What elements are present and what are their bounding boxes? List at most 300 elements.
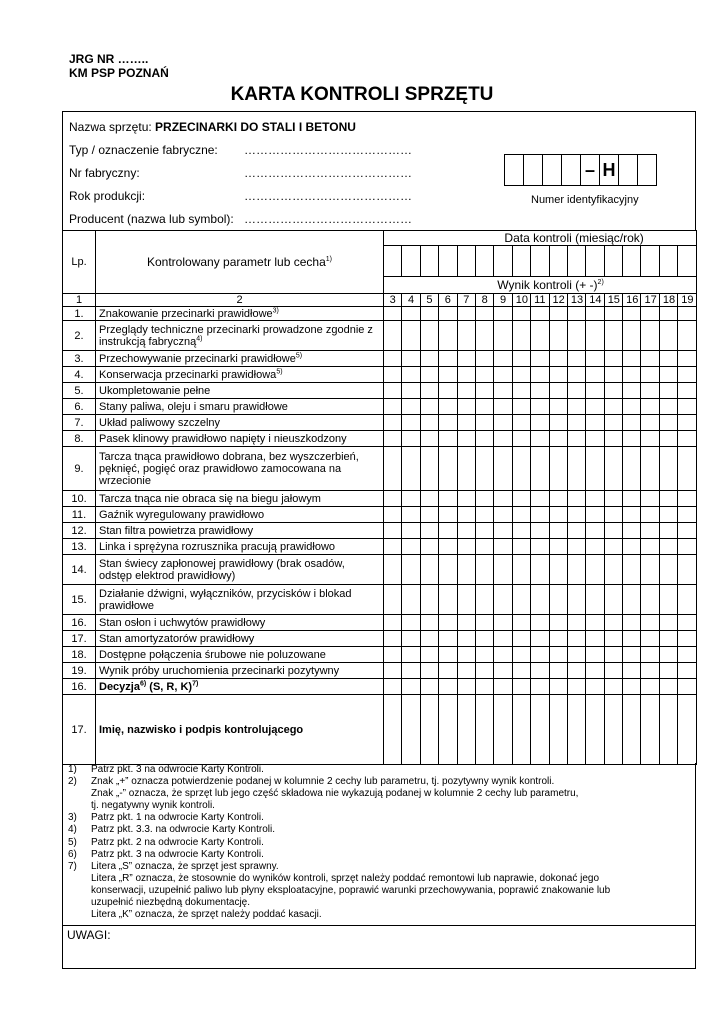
result-cell[interactable]: [678, 321, 697, 351]
result-cell[interactable]: [641, 647, 659, 663]
result-cell[interactable]: [494, 447, 512, 491]
result-cell[interactable]: [531, 447, 549, 491]
result-cell[interactable]: [659, 555, 677, 585]
result-cell[interactable]: [586, 507, 604, 523]
result-cell[interactable]: [641, 695, 659, 765]
result-cell[interactable]: [604, 539, 622, 555]
result-cell[interactable]: [549, 491, 567, 507]
result-cell[interactable]: [567, 539, 585, 555]
date-cell[interactable]: [384, 246, 402, 277]
result-cell[interactable]: [494, 399, 512, 415]
result-cell[interactable]: [384, 351, 402, 367]
result-cell[interactable]: [402, 383, 420, 399]
id-cell[interactable]: [618, 154, 638, 186]
result-cell[interactable]: [567, 447, 585, 491]
result-cell[interactable]: [567, 695, 585, 765]
result-cell[interactable]: [457, 307, 475, 321]
result-cell[interactable]: [531, 431, 549, 447]
result-cell[interactable]: [494, 491, 512, 507]
result-cell[interactable]: [678, 523, 697, 539]
result-cell[interactable]: [475, 307, 493, 321]
result-cell[interactable]: [623, 383, 641, 399]
result-cell[interactable]: [420, 307, 438, 321]
result-cell[interactable]: [549, 615, 567, 631]
result-cell[interactable]: [512, 679, 530, 695]
result-cell[interactable]: [678, 447, 697, 491]
result-cell[interactable]: [531, 647, 549, 663]
result-cell[interactable]: [678, 415, 697, 431]
result-cell[interactable]: [512, 523, 530, 539]
result-cell[interactable]: [604, 585, 622, 615]
result-cell[interactable]: [623, 615, 641, 631]
result-cell[interactable]: [420, 367, 438, 383]
result-cell[interactable]: [439, 447, 457, 491]
result-cell[interactable]: [531, 539, 549, 555]
result-cell[interactable]: [641, 399, 659, 415]
result-cell[interactable]: [659, 351, 677, 367]
result-cell[interactable]: [531, 307, 549, 321]
result-cell[interactable]: [475, 555, 493, 585]
result-cell[interactable]: [678, 695, 697, 765]
result-cell[interactable]: [457, 507, 475, 523]
date-cell[interactable]: [604, 246, 622, 277]
id-cell[interactable]: [523, 154, 543, 186]
result-cell[interactable]: [531, 415, 549, 431]
result-cell[interactable]: [549, 585, 567, 615]
result-cell[interactable]: [604, 631, 622, 647]
result-cell[interactable]: [678, 539, 697, 555]
result-cell[interactable]: [384, 631, 402, 647]
result-cell[interactable]: [641, 631, 659, 647]
result-cell[interactable]: [623, 631, 641, 647]
result-cell[interactable]: [623, 491, 641, 507]
result-cell[interactable]: [531, 663, 549, 679]
date-cell[interactable]: [678, 246, 697, 277]
result-cell[interactable]: [457, 615, 475, 631]
result-cell[interactable]: [439, 695, 457, 765]
result-cell[interactable]: [586, 415, 604, 431]
result-cell[interactable]: [586, 491, 604, 507]
result-cell[interactable]: [549, 351, 567, 367]
result-cell[interactable]: [439, 491, 457, 507]
result-cell[interactable]: [384, 321, 402, 351]
result-cell[interactable]: [420, 615, 438, 631]
result-cell[interactable]: [604, 647, 622, 663]
result-cell[interactable]: [586, 663, 604, 679]
result-cell[interactable]: [659, 321, 677, 351]
result-cell[interactable]: [402, 555, 420, 585]
result-cell[interactable]: [549, 523, 567, 539]
result-cell[interactable]: [659, 399, 677, 415]
result-cell[interactable]: [384, 647, 402, 663]
result-cell[interactable]: [586, 431, 604, 447]
result-cell[interactable]: [512, 383, 530, 399]
result-cell[interactable]: [420, 321, 438, 351]
result-cell[interactable]: [384, 585, 402, 615]
date-cell[interactable]: [549, 246, 567, 277]
result-cell[interactable]: [384, 399, 402, 415]
result-cell[interactable]: [475, 507, 493, 523]
result-cell[interactable]: [384, 491, 402, 507]
result-cell[interactable]: [494, 307, 512, 321]
result-cell[interactable]: [678, 585, 697, 615]
result-cell[interactable]: [586, 695, 604, 765]
result-cell[interactable]: [512, 663, 530, 679]
result-cell[interactable]: [678, 631, 697, 647]
result-cell[interactable]: [549, 647, 567, 663]
result-cell[interactable]: [659, 415, 677, 431]
result-cell[interactable]: [384, 307, 402, 321]
result-cell[interactable]: [494, 351, 512, 367]
result-cell[interactable]: [494, 383, 512, 399]
result-cell[interactable]: [678, 383, 697, 399]
result-cell[interactable]: [494, 539, 512, 555]
remarks-box[interactable]: [62, 925, 696, 969]
result-cell[interactable]: [475, 447, 493, 491]
result-cell[interactable]: [494, 615, 512, 631]
result-cell[interactable]: [439, 321, 457, 351]
result-cell[interactable]: [678, 399, 697, 415]
result-cell[interactable]: [549, 631, 567, 647]
result-cell[interactable]: [420, 555, 438, 585]
result-cell[interactable]: [494, 647, 512, 663]
result-cell[interactable]: [641, 367, 659, 383]
result-cell[interactable]: [439, 647, 457, 663]
result-cell[interactable]: [567, 647, 585, 663]
result-cell[interactable]: [439, 555, 457, 585]
result-cell[interactable]: [586, 631, 604, 647]
result-cell[interactable]: [623, 539, 641, 555]
result-cell[interactable]: [641, 491, 659, 507]
type-field[interactable]: ……………………………………: [244, 143, 412, 157]
result-cell[interactable]: [604, 615, 622, 631]
result-cell[interactable]: [531, 631, 549, 647]
result-cell[interactable]: [678, 615, 697, 631]
result-cell[interactable]: [439, 663, 457, 679]
result-cell[interactable]: [512, 491, 530, 507]
result-cell[interactable]: [402, 523, 420, 539]
result-cell[interactable]: [457, 351, 475, 367]
result-cell[interactable]: [512, 555, 530, 585]
result-cell[interactable]: [512, 415, 530, 431]
result-cell[interactable]: [604, 383, 622, 399]
result-cell[interactable]: [420, 399, 438, 415]
result-cell[interactable]: [586, 321, 604, 351]
result-cell[interactable]: [384, 383, 402, 399]
result-cell[interactable]: [623, 321, 641, 351]
result-cell[interactable]: [678, 431, 697, 447]
result-cell[interactable]: [531, 555, 549, 585]
result-cell[interactable]: [641, 351, 659, 367]
result-cell[interactable]: [420, 647, 438, 663]
result-cell[interactable]: [531, 523, 549, 539]
result-cell[interactable]: [512, 647, 530, 663]
result-cell[interactable]: [439, 679, 457, 695]
result-cell[interactable]: [494, 431, 512, 447]
result-cell[interactable]: [604, 415, 622, 431]
date-cell[interactable]: [475, 246, 493, 277]
result-cell[interactable]: [641, 555, 659, 585]
result-cell[interactable]: [420, 383, 438, 399]
result-cell[interactable]: [678, 679, 697, 695]
date-cell[interactable]: [402, 246, 420, 277]
result-cell[interactable]: [402, 507, 420, 523]
result-cell[interactable]: [567, 555, 585, 585]
result-cell[interactable]: [402, 615, 420, 631]
result-cell[interactable]: [402, 647, 420, 663]
result-cell[interactable]: [512, 307, 530, 321]
result-cell[interactable]: [420, 415, 438, 431]
result-cell[interactable]: [586, 367, 604, 383]
result-cell[interactable]: [678, 351, 697, 367]
result-cell[interactable]: [402, 307, 420, 321]
result-cell[interactable]: [457, 447, 475, 491]
date-cell[interactable]: [439, 246, 457, 277]
result-cell[interactable]: [659, 695, 677, 765]
result-cell[interactable]: [475, 351, 493, 367]
result-cell[interactable]: [420, 491, 438, 507]
result-cell[interactable]: [641, 431, 659, 447]
result-cell[interactable]: [549, 507, 567, 523]
result-cell[interactable]: [586, 383, 604, 399]
result-cell[interactable]: [641, 507, 659, 523]
result-cell[interactable]: [623, 523, 641, 539]
result-cell[interactable]: [512, 431, 530, 447]
result-cell[interactable]: [439, 399, 457, 415]
result-cell[interactable]: [659, 491, 677, 507]
producer-field[interactable]: ……………………………………: [244, 212, 412, 226]
result-cell[interactable]: [475, 431, 493, 447]
result-cell[interactable]: [384, 539, 402, 555]
result-cell[interactable]: [420, 431, 438, 447]
result-cell[interactable]: [659, 523, 677, 539]
result-cell[interactable]: [604, 679, 622, 695]
result-cell[interactable]: [659, 647, 677, 663]
result-cell[interactable]: [659, 663, 677, 679]
result-cell[interactable]: [567, 631, 585, 647]
result-cell[interactable]: [567, 415, 585, 431]
result-cell[interactable]: [512, 631, 530, 647]
result-cell[interactable]: [475, 647, 493, 663]
result-cell[interactable]: [549, 431, 567, 447]
result-cell[interactable]: [623, 679, 641, 695]
result-cell[interactable]: [641, 523, 659, 539]
result-cell[interactable]: [512, 585, 530, 615]
result-cell[interactable]: [641, 383, 659, 399]
result-cell[interactable]: [567, 431, 585, 447]
id-cell[interactable]: [637, 154, 657, 186]
result-cell[interactable]: [475, 415, 493, 431]
result-cell[interactable]: [586, 615, 604, 631]
result-cell[interactable]: [457, 539, 475, 555]
result-cell[interactable]: [475, 523, 493, 539]
result-cell[interactable]: [659, 307, 677, 321]
result-cell[interactable]: [439, 507, 457, 523]
result-cell[interactable]: [549, 663, 567, 679]
result-cell[interactable]: [457, 383, 475, 399]
result-cell[interactable]: [549, 367, 567, 383]
result-cell[interactable]: [623, 351, 641, 367]
result-cell[interactable]: [457, 555, 475, 585]
result-cell[interactable]: [475, 383, 493, 399]
result-cell[interactable]: [549, 415, 567, 431]
result-cell[interactable]: [623, 431, 641, 447]
result-cell[interactable]: [641, 679, 659, 695]
result-cell[interactable]: [402, 663, 420, 679]
date-cell[interactable]: [641, 246, 659, 277]
result-cell[interactable]: [494, 321, 512, 351]
result-cell[interactable]: [567, 679, 585, 695]
result-cell[interactable]: [457, 431, 475, 447]
result-cell[interactable]: [439, 307, 457, 321]
result-cell[interactable]: [512, 321, 530, 351]
result-cell[interactable]: [457, 491, 475, 507]
result-cell[interactable]: [420, 631, 438, 647]
result-cell[interactable]: [549, 679, 567, 695]
result-cell[interactable]: [475, 585, 493, 615]
result-cell[interactable]: [567, 585, 585, 615]
result-cell[interactable]: [457, 585, 475, 615]
result-cell[interactable]: [402, 415, 420, 431]
result-cell[interactable]: [586, 447, 604, 491]
result-cell[interactable]: [531, 585, 549, 615]
date-cell[interactable]: [586, 246, 604, 277]
result-cell[interactable]: [659, 539, 677, 555]
result-cell[interactable]: [549, 307, 567, 321]
result-cell[interactable]: [586, 585, 604, 615]
result-cell[interactable]: [384, 615, 402, 631]
result-cell[interactable]: [531, 695, 549, 765]
date-cell[interactable]: [623, 246, 641, 277]
result-cell[interactable]: [512, 447, 530, 491]
id-cell[interactable]: [542, 154, 562, 186]
result-cell[interactable]: [475, 491, 493, 507]
result-cell[interactable]: [549, 539, 567, 555]
result-cell[interactable]: [439, 431, 457, 447]
result-cell[interactable]: [623, 663, 641, 679]
result-cell[interactable]: [549, 383, 567, 399]
result-cell[interactable]: [549, 321, 567, 351]
result-cell[interactable]: [678, 647, 697, 663]
result-cell[interactable]: [457, 367, 475, 383]
result-cell[interactable]: [475, 367, 493, 383]
result-cell[interactable]: [531, 507, 549, 523]
result-cell[interactable]: [457, 321, 475, 351]
result-cell[interactable]: [402, 447, 420, 491]
result-cell[interactable]: [494, 507, 512, 523]
result-cell[interactable]: [678, 507, 697, 523]
result-cell[interactable]: [567, 491, 585, 507]
result-cell[interactable]: [659, 367, 677, 383]
result-cell[interactable]: [420, 663, 438, 679]
result-cell[interactable]: [623, 415, 641, 431]
result-cell[interactable]: [567, 507, 585, 523]
result-cell[interactable]: [678, 555, 697, 585]
result-cell[interactable]: [475, 663, 493, 679]
result-cell[interactable]: [384, 447, 402, 491]
result-cell[interactable]: [494, 663, 512, 679]
result-cell[interactable]: [567, 321, 585, 351]
result-cell[interactable]: [567, 383, 585, 399]
result-cell[interactable]: [494, 695, 512, 765]
result-cell[interactable]: [623, 507, 641, 523]
result-cell[interactable]: [531, 399, 549, 415]
result-cell[interactable]: [567, 351, 585, 367]
result-cell[interactable]: [604, 321, 622, 351]
result-cell[interactable]: [402, 431, 420, 447]
result-cell[interactable]: [641, 585, 659, 615]
result-cell[interactable]: [567, 399, 585, 415]
result-cell[interactable]: [531, 383, 549, 399]
result-cell[interactable]: [623, 647, 641, 663]
result-cell[interactable]: [402, 695, 420, 765]
result-cell[interactable]: [549, 447, 567, 491]
result-cell[interactable]: [420, 351, 438, 367]
result-cell[interactable]: [641, 539, 659, 555]
result-cell[interactable]: [494, 679, 512, 695]
result-cell[interactable]: [384, 415, 402, 431]
result-cell[interactable]: [475, 679, 493, 695]
result-cell[interactable]: [641, 307, 659, 321]
result-cell[interactable]: [475, 631, 493, 647]
result-cell[interactable]: [402, 321, 420, 351]
result-cell[interactable]: [457, 631, 475, 647]
date-cell[interactable]: [420, 246, 438, 277]
result-cell[interactable]: [512, 399, 530, 415]
result-cell[interactable]: [604, 431, 622, 447]
result-cell[interactable]: [567, 367, 585, 383]
result-cell[interactable]: [567, 663, 585, 679]
result-cell[interactable]: [623, 585, 641, 615]
result-cell[interactable]: [439, 415, 457, 431]
result-cell[interactable]: [384, 507, 402, 523]
result-cell[interactable]: [604, 523, 622, 539]
result-cell[interactable]: [402, 491, 420, 507]
result-cell[interactable]: [402, 585, 420, 615]
result-cell[interactable]: [384, 555, 402, 585]
result-cell[interactable]: [604, 491, 622, 507]
date-cell[interactable]: [531, 246, 549, 277]
result-cell[interactable]: [512, 351, 530, 367]
result-cell[interactable]: [457, 679, 475, 695]
result-cell[interactable]: [494, 415, 512, 431]
result-cell[interactable]: [659, 679, 677, 695]
date-cell[interactable]: [659, 246, 677, 277]
result-cell[interactable]: [678, 491, 697, 507]
result-cell[interactable]: [604, 351, 622, 367]
result-cell[interactable]: [439, 351, 457, 367]
id-cell[interactable]: [504, 154, 524, 186]
result-cell[interactable]: [402, 539, 420, 555]
id-number-boxes[interactable]: [505, 154, 657, 186]
result-cell[interactable]: [475, 695, 493, 765]
result-cell[interactable]: [420, 539, 438, 555]
result-cell[interactable]: [457, 399, 475, 415]
result-cell[interactable]: [586, 399, 604, 415]
result-cell[interactable]: [604, 367, 622, 383]
result-cell[interactable]: [531, 351, 549, 367]
result-cell[interactable]: [494, 585, 512, 615]
result-cell[interactable]: [586, 539, 604, 555]
result-cell[interactable]: [420, 695, 438, 765]
result-cell[interactable]: [420, 585, 438, 615]
date-cell[interactable]: [494, 246, 512, 277]
result-cell[interactable]: [641, 415, 659, 431]
result-cell[interactable]: [512, 367, 530, 383]
result-cell[interactable]: [402, 631, 420, 647]
result-cell[interactable]: [549, 695, 567, 765]
result-cell[interactable]: [457, 663, 475, 679]
